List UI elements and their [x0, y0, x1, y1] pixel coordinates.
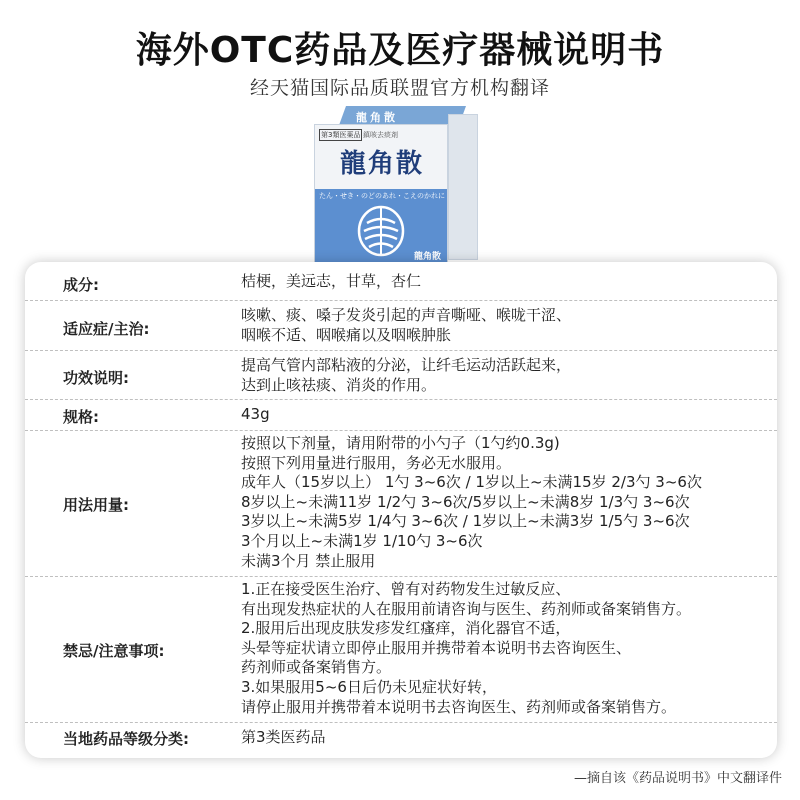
row-value [241, 405, 270, 425]
row-label: 用法用量: [63, 496, 129, 514]
box-front [314, 124, 448, 266]
source-footnote: —摘自该《药品说明书》中文翻译件 [573, 771, 782, 786]
box-side [448, 114, 478, 260]
info-row-dosage [25, 431, 777, 577]
value-line: 咽喉不适、咽喉痛以及咽喉肿胀 [241, 325, 452, 344]
value-line: 药剂师或备案销售方。 [241, 658, 392, 677]
info-row-spec [25, 400, 777, 431]
info-row-classification [25, 723, 777, 758]
page-subtitle: 经天猫国际品质联盟官方机构翻译 [249, 77, 550, 99]
box-product-name: 龍角散 [339, 149, 424, 179]
value-line: 3个月以上~未满1岁 1/10勺 3~6次 [241, 531, 483, 550]
box-sub-label: 鎮咳去痰剤 [363, 131, 398, 139]
value-line: 1.正在接受医生治疗、曾有对药物发生过敏反应、 [241, 580, 571, 598]
row-label: 禁忌/注意事项: [63, 642, 165, 660]
info-card [25, 262, 777, 758]
value-line: 成年人（15岁以上） 1勺 3~6次 / 1岁以上~未满15岁 2/3勺 3~6次 [241, 473, 702, 492]
value-line: 3.如果服用5~6日后仍未见症状好转， [241, 677, 497, 696]
info-row-indications [25, 301, 777, 351]
value-line: 桔梗，美远志，甘草，杏仁 [241, 272, 422, 290]
value-line: 请停止服用并携带着本说明书去咨询医生、药剂师或备案销售方。 [241, 697, 677, 716]
row-label: 适应症/主治: [63, 320, 150, 338]
value-line: 8岁以上~未满11岁 1/2勺 3~6次/5岁以上~未满8岁 1/3勺 3~6次 [241, 492, 690, 511]
emblem-icon [351, 203, 411, 259]
value-line: 43g [241, 405, 270, 423]
value-line: 咳嗽、痰、嗓子发炎引起的声音嘶哑、喉咙干涩、 [241, 306, 572, 324]
info-row-efficacy [25, 351, 777, 400]
box-brand-label: 龍角散 [413, 252, 441, 262]
box-tagline: たん・せき・のどのあれ・こえのかれに [319, 192, 445, 200]
row-value [241, 434, 702, 571]
value-line: 达到止咳祛痰、消炎的作用。 [241, 375, 437, 394]
row-value [241, 728, 326, 748]
row-value [241, 580, 691, 717]
value-line: 2.服用后出现皮肤发疹发红瘙痒，消化器官不适， [241, 619, 571, 638]
row-value [241, 356, 571, 395]
info-row-contraindications [25, 577, 777, 723]
info-row-ingredients [25, 262, 777, 301]
value-line: 第3类医药品 [241, 728, 326, 746]
value-line: 有出现发热症状的人在服用前请咨询与医生、药剂师或备案销售方。 [241, 599, 692, 618]
value-line: 按照以下剂量，请用附带的小勺子（1勺约0.3g) [241, 434, 560, 452]
row-label: 规格: [63, 408, 99, 426]
row-label: 成分: [63, 276, 99, 294]
box-blue-band [315, 189, 447, 265]
page-title: 海外OTC药品及医疗器械说明书 [135, 30, 665, 71]
value-line: 未满3个月 禁止服用 [241, 551, 376, 570]
box-class-label: 第3類医薬品 [321, 131, 361, 139]
value-line: 提高气管内部粘液的分泌，让纤毛运动活跃起来， [241, 356, 572, 374]
row-label: 功效说明: [63, 369, 129, 387]
row-label: 当地药品等级分类: [63, 730, 189, 748]
row-value [241, 272, 421, 292]
product-box-image [308, 106, 488, 266]
value-line: 3岁以上~未满5岁 1/4勺 3~6次 / 1岁以上~未满3岁 1/5勺 3~6次 [241, 512, 690, 531]
value-line: 头晕等症状请立即停止服用并携带着本说明书去咨询医生、 [241, 638, 632, 657]
row-value [241, 306, 571, 345]
box-top-label: 龍角散 [356, 111, 398, 124]
value-line: 按照下列用量进行服用，务必无水服用。 [241, 453, 512, 472]
